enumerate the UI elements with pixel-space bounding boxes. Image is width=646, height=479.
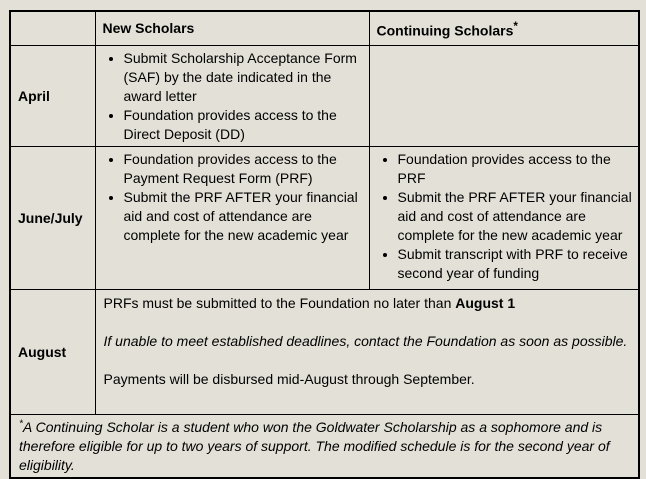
deadline-text: PRFs must be submitted to the Foundation no later than — [103, 295, 456, 311]
month-label-august: August — [10, 290, 95, 415]
scholar-schedule-table — [9, 10, 640, 479]
footnote-marker: * — [513, 19, 518, 33]
month-label-april: April — [10, 46, 95, 147]
header-row — [10, 11, 639, 46]
list-item: • Foundation provides access to the PRF — [398, 150, 635, 188]
header-cell-month — [10, 11, 95, 46]
footnote-text: A Continuing Scholar is a student who won the Goldwater Scholarship as a sophomore and is therefore eligible for up to two years of support. The modified schedule is for the second year of eligibility. — [19, 419, 610, 473]
august-contact-note: If unable to meet established deadlines, contact the Foundation as soon as possible. — [103, 333, 628, 349]
row-april — [10, 46, 639, 147]
list-item: • Submit Scholarship Acceptance Form (SAF) by the date indicated in the award letter — [124, 49, 365, 106]
august-details-cell — [95, 290, 639, 415]
august-deadline-line — [104, 294, 631, 313]
august-disbursement-note: Payments will be disbursed mid-August through September. — [103, 371, 475, 387]
list-item: • Submit the PRF AFTER your financial aid and cost of attendance are complete for the new academic year — [124, 188, 365, 245]
april-new-scholars-cell — [95, 46, 369, 147]
june-july-new-scholars-list — [102, 150, 365, 245]
list-item: • Foundation provides access to the Direct Deposit (DD) — [124, 106, 365, 144]
row-footnote — [10, 415, 639, 479]
footnote-cell — [10, 415, 639, 479]
june-july-new-scholars-cell — [95, 147, 369, 290]
list-item: • Submit transcript with PRF to receive second year of funding — [398, 245, 635, 283]
header-cell-continuing-scholars — [369, 11, 639, 46]
april-continuing-scholars-cell — [369, 46, 639, 147]
footnote-asterisk: * — [19, 418, 23, 430]
list-item: • Foundation provides access to the Payment Request Form (PRF) — [124, 150, 365, 188]
june-july-continuing-scholars-list — [376, 150, 635, 283]
header-cell-new-scholars — [95, 11, 369, 46]
list-item: • Submit the PRF AFTER your financial aid and cost of attendance are complete for the new academic year — [398, 188, 635, 245]
month-label-june-july: June/July — [10, 147, 95, 290]
june-july-continuing-scholars-cell — [369, 147, 639, 290]
row-august — [10, 290, 639, 415]
deadline-date: August 1 — [455, 295, 516, 311]
new-scholars-heading: New Scholars — [102, 20, 195, 36]
april-new-scholars-list — [102, 49, 365, 144]
continuing-scholars-heading: Continuing Scholars — [376, 22, 514, 39]
row-june-july — [10, 147, 639, 290]
